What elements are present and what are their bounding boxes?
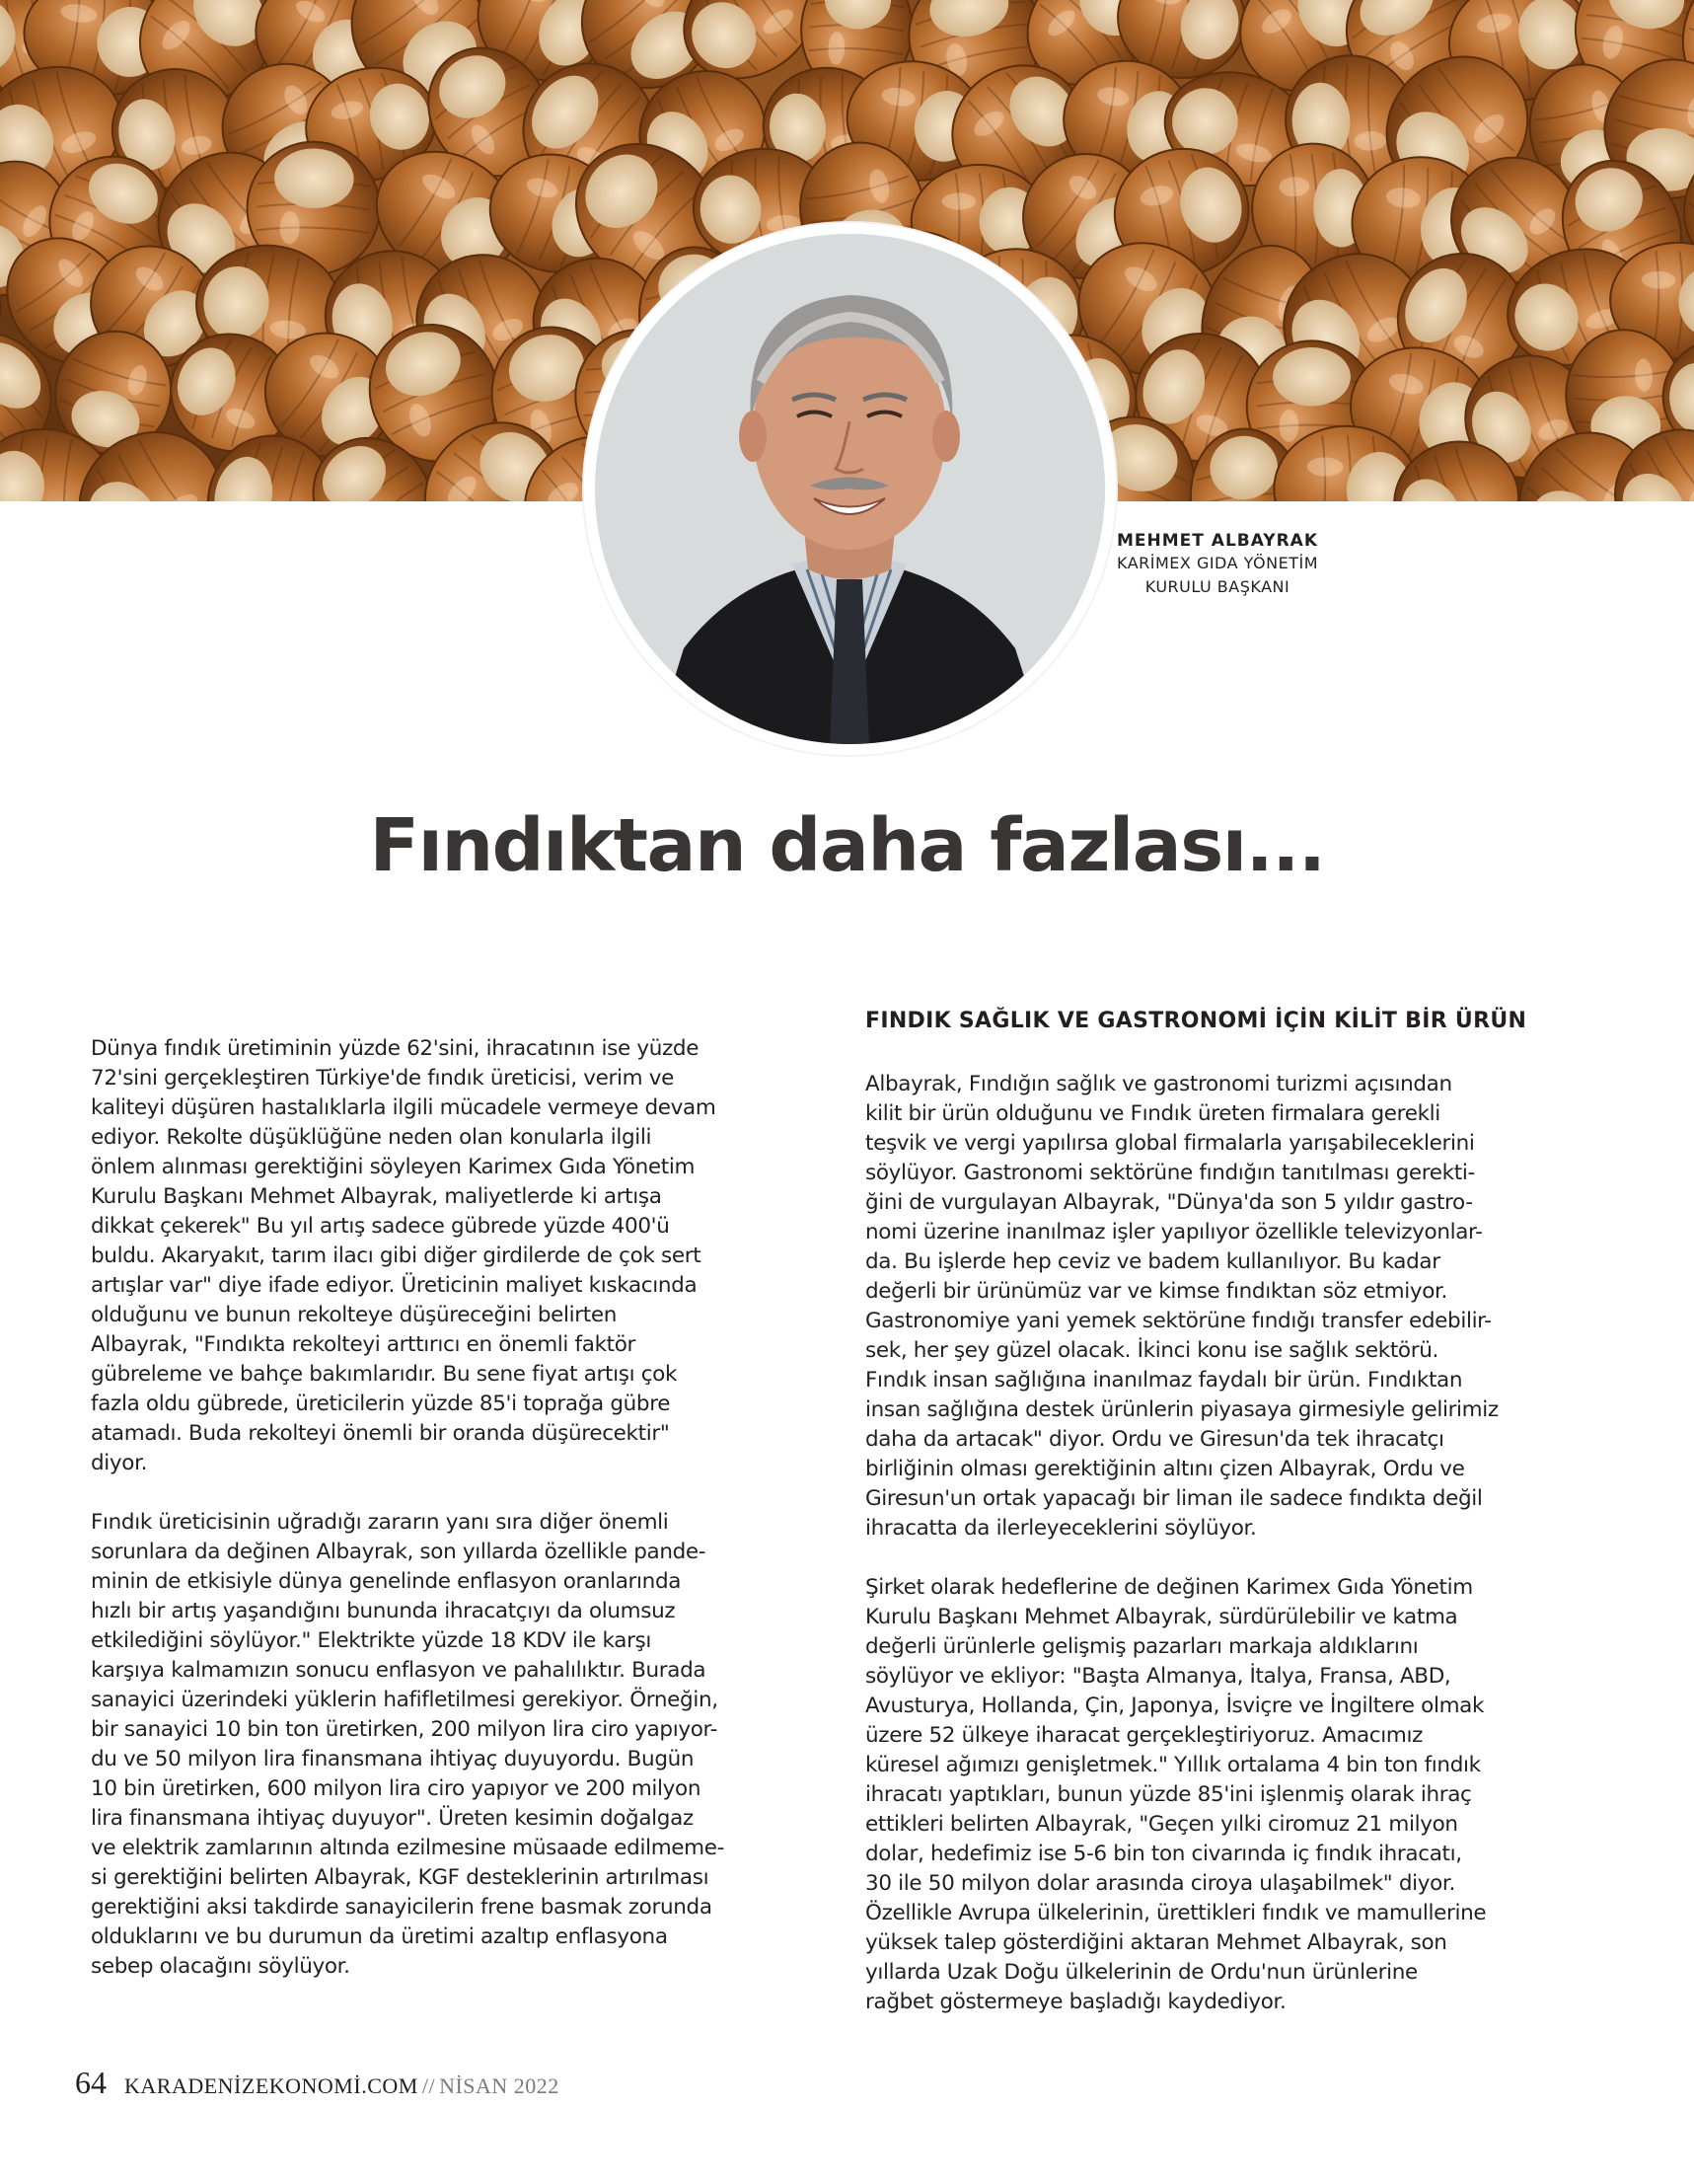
text-line: 30 ile 50 milyon dolar arasında ciroya ulaşabilmek" diyor. [865,1871,1455,1896]
author-title-line-2: KURULU BAŞKANI [1144,577,1290,596]
paragraph-spacer [865,1544,1615,1573]
text-line: ettikleri belirten Albayrak, "Geçen yılki ciromuz 21 milyon [865,1812,1458,1837]
text-line: olduklarını ve bu durumun da üretimi azaltıp enflasyona [91,1924,668,1949]
text-line: Giresun'un ortak yapacağı bir liman ile sadece fındıkta değil [865,1486,1483,1511]
text-line: Fındık üreticisinin uğradığı zararın yanı sıra diğer önemli [91,1510,669,1535]
text-line: etkilediğini söylüyor." Elektrikte yüzde 18 KDV ile karşı [91,1628,652,1653]
text-line: ihracatı yaptıkları, bunun yüzde 85'ini işlenmiş olarak ihraç [865,1782,1472,1807]
text-line: teşvik ve vergi yapılırsa global firmalarla yarışabileceklerini [865,1131,1475,1156]
portrait-photo [595,234,1105,744]
text-line: lira finansmana ihtiyaç duyuyor". Üreten kesimin doğalgaz [91,1806,694,1831]
text-line: ihracatta da ilerleyeceklerini söylüyor. [865,1516,1257,1541]
text-line: Avusturya, Hollanda, Çin, Japonya, İsviçre ve İngiltere olmak [865,1694,1485,1718]
text-line: Fındık insan sağlığına inanılmaz faydalı bir ürün. Fındıktan [865,1368,1463,1393]
text-line: küresel ağımızı genişletmek." Yıllık ortalama 4 bin ton fındık [865,1753,1481,1777]
author-byline [1099,531,1336,598]
text-line: diyor. [91,1451,148,1475]
text-line: nomi üzerine inanılmaz işler yapılıyor özellikle televizyonlar- [865,1220,1483,1244]
text-line: Gastronomiye yani yemek sektörüne fındığı transfer edebilir- [865,1309,1492,1333]
text-line: 10 bin üretirken, 600 milyon lira ciro yapıyor ve 200 milyon [91,1776,701,1801]
text-line: değerli ürünlerle gelişmiş pazarları markaja aldıklarını [865,1634,1419,1659]
text-line: Şirket olarak hedeflerine de değinen Karimex Gıda Yönetim [865,1575,1473,1600]
text-line: rağbet göstermeye başladığı kaydediyor. [865,1990,1287,2014]
author-name: MEHMET ALBAYRAK [1116,531,1318,551]
text-line: dikkat çekerek" Bu yıl artış sadece gübrede yüzde 400'ü [91,1214,670,1239]
text-line: Kurulu Başkanı Mehmet Albayrak, maliyetlerde ki artışa [91,1184,662,1209]
text-line: buldu. Akaryakıt, tarım ilacı gibi diğer girdilerde de çok sert [91,1243,701,1268]
text-line: ğini de vurgulayan Albayrak, "Dünya'da son 5 yıldır gastro- [865,1190,1473,1215]
page-footer [75,2065,559,2101]
text-line: Albayrak, Fındığın sağlık ve gastronomi turizmi açısından [865,1072,1452,1096]
text-line: söylüyor. Gastronomi sektörüne fındığın tanıtılması gerekti- [865,1161,1475,1185]
text-line: sorunlara da değinen Albayrak, son yıllarda özellikle pande- [91,1540,706,1564]
text-line: yüksek talep gösterdiğini aktaran Mehmet Albayrak, son [865,1930,1447,1955]
text-line: Albayrak, "Fındıkta rekolteyi arttırıcı en önemli faktör [91,1332,636,1357]
text-line: sanayici üzerindeki yüklerin hafifletilmesi gerekiyor. Örneğin, [91,1688,718,1712]
text-line: birliğinin olması gerektiğinin altını çizen Albayrak, Ordu ve [865,1457,1465,1481]
text-line: Dünya fındık üretiminin yüzde 62'sini, ihracatının ise yüzde [91,1036,700,1061]
text-line: Özellikle Avrupa ülkelerinin, ürettikleri fındık ve mamullerine [865,1901,1487,1925]
text-line: yıllarda Uzak Doğu ülkelerinin de Ordu'nun ürünlerine [865,1960,1418,1985]
text-line: da. Bu işlerde hep ceviz ve badem kullanılıyor. Bu kadar [865,1249,1440,1274]
text-line: karşıya kalmamızın sonucu enflasyon ve pahalılıktır. Burada [91,1658,706,1683]
text-line: Kurulu Başkanı Mehmet Albayrak, sürdürülebilir ve katma [865,1605,1458,1629]
right-paragraph-2 [865,1573,1615,2017]
text-line: değerli bir ürünümüz var ve kimse fındıktan söz etmiyor. [865,1279,1448,1304]
text-line: atamadı. Buda rekolteyi önemli bir oranda düşürecektir" [91,1421,670,1446]
footer-separator: // [421,2073,436,2098]
text-line: sebep olacağını söylüyor. [91,1954,350,1979]
text-line: bir sanayici 10 bin ton üretirken, 200 milyon lira ciro yapıyor- [91,1717,718,1742]
left-paragraph-1 [91,1034,841,1478]
paragraph-spacer [91,1478,841,1508]
issue-date: NİSAN 2022 [439,2073,559,2098]
text-line: hızlı bir artış yaşandığını bununda ihracatçıyı da olumsuz [91,1599,676,1623]
text-line: si gerektiğini belirten Albayrak, KGF desteklerinin artırılması [91,1865,709,1890]
page-number: 64 [75,2065,107,2100]
text-line: gerektiğini aksi takdirde sanayicilerin frene basmak zorunda [91,1895,712,1920]
text-line: insan sağlığına destek ürünlerin piyasaya girmesiyle gelirimiz [865,1397,1499,1422]
text-line: du ve 50 milyon lira finansmana ihtiyaç duyuyordu. Bugün [91,1747,695,1771]
text-line: önlem alınması gerektiğini söyleyen Karimex Gıda Yönetim [91,1155,696,1179]
right-paragraph-1 [865,1070,1615,1544]
text-line: daha da artacak" diyor. Ordu ve Giresun'da tek ihracatçı [865,1427,1444,1452]
author-title-line-1: KARİMEX GIDA YÖNETİM [1116,554,1318,572]
text-line: ve elektrik zamlarının altında ezilmesine müsaade edilmeme- [91,1836,725,1860]
man-portrait-illustration [595,234,1105,744]
text-line: üzere 52 ülkeye iharacat gerçekleştiriyoruz. Amacımız [865,1723,1424,1748]
article-left-column [91,1034,841,1982]
text-line: minin de etkisiyle dünya genelinde enflasyon oranlarında [91,1569,682,1594]
text-line: kilit bir ürün olduğunu ve Fındık üreten firmalara gerekli [865,1101,1440,1126]
text-line: kaliteyi düşüren hastalıklarla ilgili mücadele vermeye devam [91,1095,716,1120]
text-line: dolar, hedefimiz ise 5-6 bin ton civarında iç fındık ihracatı, [865,1842,1462,1866]
text-line: fazla oldu gübrede, üreticilerin yüzde 85'i toprağa gübre [91,1392,671,1416]
article-headline: Fındıktan daha fazlası... [369,803,1325,888]
text-line: söylüyor ve ekliyor: "Başta Almanya, İtalya, Fransa, ABD, [865,1664,1451,1689]
portrait-frame [584,223,1116,755]
text-line: sek, her şey güzel olacak. İkinci konu ise sağlık sektörü. [865,1338,1438,1363]
text-line: 72'sini gerçekleştiren Türkiye'de fındık üreticisi, verim ve [91,1066,674,1091]
text-line: olduğunu ve bunun rekolteye düşüreceğini belirten [91,1303,617,1327]
magazine-website: KARADENİZEKONOMİ.COM [124,2073,418,2098]
article-right-column [865,1070,1615,2017]
section-subheading: FINDIK SAĞLIK VE GASTRONOMİ İÇİN KİLİT BİR ÜRÜN [865,1009,1527,1033]
text-line: artışlar var" diye ifade ediyor. Üreticinin maliyet kıskacında [91,1273,698,1298]
text-line: gübreleme ve bahçe bakımlarıdır. Bu sene fiyat artışı çok [91,1362,678,1387]
left-paragraph-2 [91,1508,841,1982]
text-line: ediyor. Rekolte düşüklüğüne neden olan konularla ilgili [91,1125,652,1150]
